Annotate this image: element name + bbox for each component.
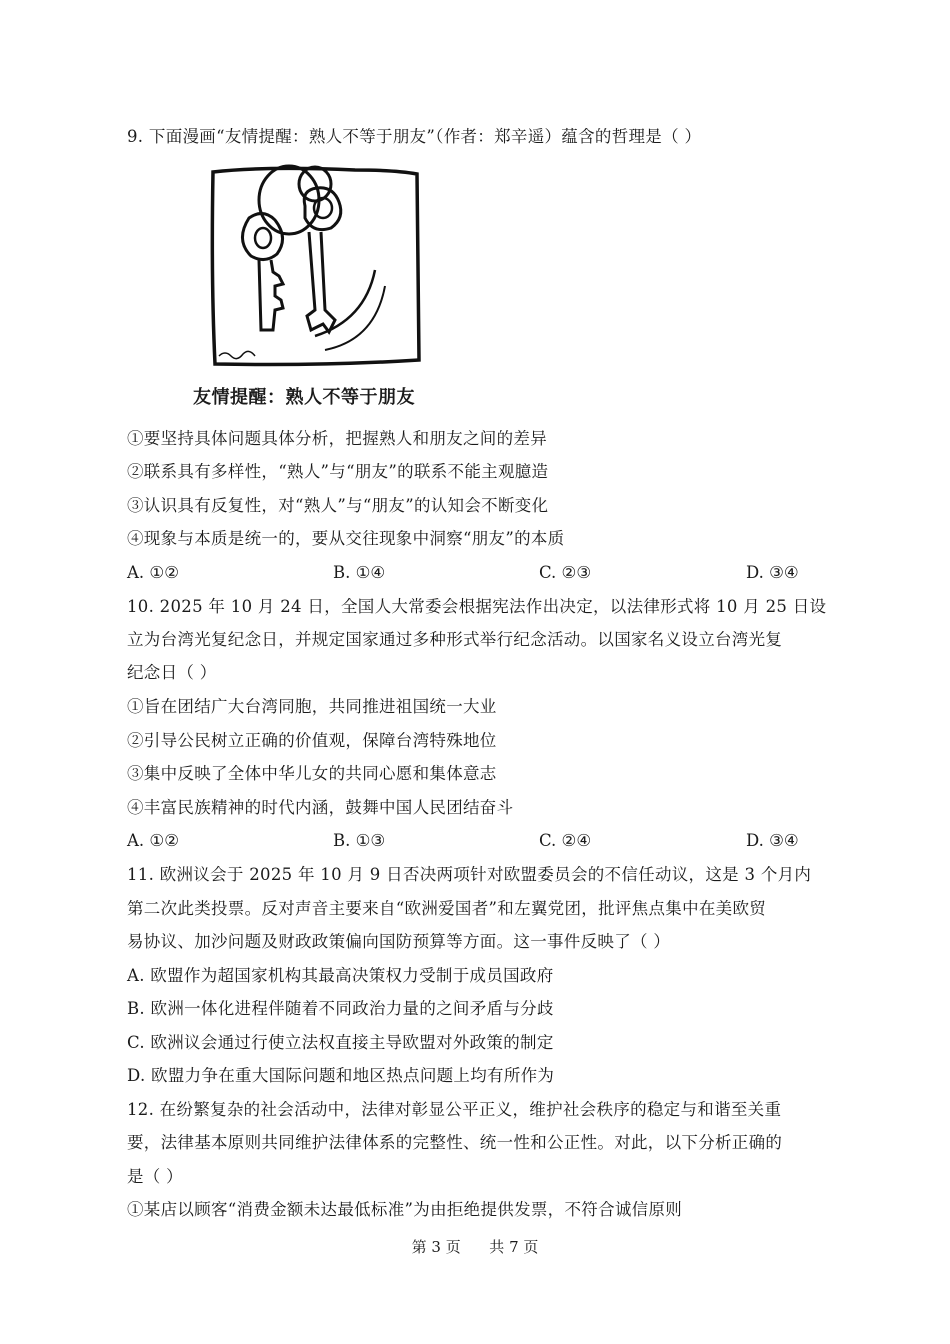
q9-statement-2: ②联系具有多样性，“熟人”与“朋友”的联系不能主观臆造	[127, 462, 549, 481]
q9-option-a[interactable]: A. ①②	[127, 563, 179, 582]
q11-option-c[interactable]: C. 欧洲议会通过行使立法权直接主导欧盟对外政策的制定	[127, 1033, 554, 1052]
q12-stem-line-3: 是（ ）	[127, 1167, 183, 1186]
q11-stem-line-3: 易协议、加沙问题及财政政策偏向国防预算等方面。这一事件反映了（ ）	[127, 932, 671, 951]
page-footer: 第 3 页 共 7 页	[411, 1238, 539, 1256]
q10-stem-line-2: 立为台湾光复纪念日，并规定国家通过多种形式举行纪念活动。以国家名义设立台湾光复	[127, 630, 783, 649]
q10-option-d[interactable]: D. ③④	[746, 831, 799, 850]
q10-statement-1: ①旨在团结广大台湾同胞，共同推进祖国统一大业	[127, 697, 497, 716]
q11-option-b[interactable]: B. 欧洲一体化进程伴随着不同政治力量的之间矛盾与分歧	[127, 999, 554, 1018]
q10-option-a[interactable]: A. ①②	[127, 831, 179, 850]
q11-stem-line-2: 第二次此类投票。反对声音主要来自“欧洲爱国者”和左翼党团，批评焦点集中在美欧贸	[127, 899, 767, 918]
q11-option-d[interactable]: D. 欧盟力争在重大国际问题和地区热点问题上均有所作为	[127, 1066, 555, 1085]
q9-statement-4: ④现象与本质是统一的，要从交往现象中洞察“朋友”的本质	[127, 529, 565, 548]
q12-stem-line-1: 12. 在纷繁复杂的社会活动中，法律对彰显公平正义，维护社会秩序的稳定与和谐至关重	[127, 1100, 782, 1119]
comic-caption: 友情提醒：熟人不等于朋友	[193, 387, 415, 408]
q11-stem-line-1: 11. 欧洲议会于 2025 年 10 月 9 日否决两项针对欧盟委员会的不信任动议，这是 3 个月内	[127, 865, 812, 884]
q9-stem: 9. 下面漫画“友情提醒：熟人不等于朋友”（作者：郑辛遥）蕴含的哲理是（ ）	[127, 127, 702, 146]
q10-option-c[interactable]: C. ②④	[539, 831, 592, 850]
q9-option-b[interactable]: B. ①④	[333, 563, 386, 582]
q9-statement-3: ③认识具有反复性，对“熟人”与“朋友”的认知会不断变化	[127, 496, 549, 515]
q12-statement-1: ①某店以顾客“消费金额未达最低标准”为由拒绝提供发票，不符合诚信原则	[127, 1200, 683, 1219]
q10-statement-3: ③集中反映了全体中华儿女的共同心愿和集体意志	[127, 764, 497, 783]
q10-stem-line-1: 10. 2025 年 10 月 24 日，全国人大常委会根据宪法作出决定，以法律形式将 10 月 25 日设	[127, 597, 827, 616]
comic-illustration	[205, 160, 425, 380]
q10-option-b[interactable]: B. ①③	[333, 831, 386, 850]
q10-stem-line-3: 纪念日（ ）	[127, 663, 217, 682]
q9-option-c[interactable]: C. ②③	[539, 563, 592, 582]
q12-stem-line-2: 要，法律基本原则共同维护法律体系的完整性、统一性和公正性。对此，以下分析正确的	[127, 1133, 783, 1152]
keys-comic	[205, 160, 425, 380]
q11-option-a[interactable]: A. 欧盟作为超国家机构其最高决策权力受制于成员国政府	[127, 966, 554, 985]
q10-statement-4: ④丰富民族精神的时代内涵，鼓舞中国人民团结奋斗	[127, 798, 514, 817]
q9-option-d[interactable]: D. ③④	[746, 563, 799, 582]
q9-statement-1: ①要坚持具体问题具体分析，把握熟人和朋友之间的差异	[127, 429, 547, 448]
q10-statement-2: ②引导公民树立正确的价值观，保障台湾特殊地位	[127, 731, 497, 750]
